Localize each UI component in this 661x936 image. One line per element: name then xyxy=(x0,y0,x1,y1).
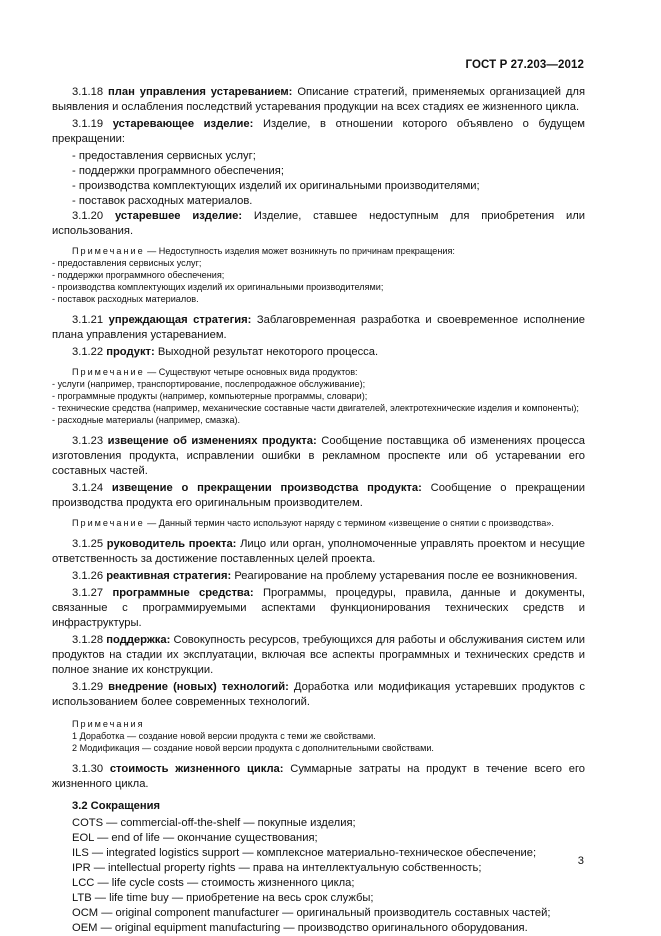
note-list-item: - поддержки программного обеспечения; xyxy=(52,270,225,280)
standard-header: ГОСТ Р 27.203—2012 xyxy=(465,59,584,71)
note-3-1-24: Примечание — Данный термин часто используют наряду с термином «извещение о снятии с производства». xyxy=(72,518,554,528)
term-3-1-28: 3.1.28 поддержка: Совокупность ресурсов, требующихся для работы и обслуживания систем или продуктов на стадии их эксплуатации, включая все аспекты программных и технических средств и полное знание их конструкции. xyxy=(52,634,586,676)
term-3-1-30: 3.1.30 стоимость жизненного цикла: Суммарные затраты на продукт в течение всего его жизненного цикла. xyxy=(52,763,586,790)
term-3-1-27: 3.1.27 программные средства: Программы, процедуры, правила, данные и документы, связанные с программируемыми аспектами функционирования технических средств и инфраструктуры. xyxy=(52,587,586,629)
page-content xyxy=(52,85,585,936)
list-item: - поддержки программного обеспечения; xyxy=(72,164,585,179)
abbreviation-item: ILS — integrated logistics support — комплексное материально-техническое обеспечение; xyxy=(72,847,537,859)
abbreviation-item: OEM — original equipment manufacturing — производство оригинального оборудования. xyxy=(72,922,528,934)
term-3-1-29: 3.1.29 внедрение (новых) технологий: Доработка или модификация устаревших продуктов с использованием более современных технологий. xyxy=(52,681,585,708)
note-3-1-29: Примечания xyxy=(72,719,145,729)
note-list-item: 2 Модификация — создание новой версии продукта с дополнительными свойствами. xyxy=(72,743,434,753)
note-3-1-20: Примечание — Недоступность изделия может возникнуть по причинам прекращения: xyxy=(72,246,455,256)
term-3-1-18: 3.1.18 план управления устареванием: Описание стратегий, применяемых организацией для выявления и ослабления последствий устаревания продукции на всех стадиях ее жизненного цикла. xyxy=(52,86,586,113)
note-list-item: - расходные материалы (например, смазка). xyxy=(52,415,241,425)
abbreviation-item: LCC — life cycle costs — стоимость жизненного цикла; xyxy=(72,877,355,889)
note-list-item: - производства комплектующих изделий их оригинальными производителями; xyxy=(52,282,384,292)
note-list-item: - поставок расходных материалов. xyxy=(52,294,199,304)
note-3-1-22: Примечание — Существуют четыре основных вида продуктов: xyxy=(72,367,358,377)
term-3-1-24: 3.1.24 извещение о прекращении производства продукта: Сообщение о прекращении производства продукта его оригинальным производителем. xyxy=(52,482,586,509)
abbreviation-item: OCM — original component manufacturer — оригинальный производитель составных частей; xyxy=(72,907,551,919)
abbreviation-item: EOL — end of life — окончание существования; xyxy=(72,832,318,844)
term-3-1-23: 3.1.23 извещение об изменениях продукта: Сообщение поставщика об изменениях процесса изготовления продукта, исправлении ошибки в рекламном проспекте или об устаревании его составных частей. xyxy=(52,435,586,477)
note-list-item: - программные продукты (например, компьютерные программы, словари); xyxy=(52,391,368,401)
term-3-1-26: 3.1.26 реактивная стратегия: Реагирование на проблему устаревания после ее возникновения. xyxy=(72,570,578,582)
list-item: - поставок расходных материалов. xyxy=(72,194,585,209)
term-3-1-25: 3.1.25 руководитель проекта: Лицо или орган, уполномоченные управлять проектом и несущие ответственность за достижение поставленных целей проекта. xyxy=(52,538,585,565)
abbreviation-item: COTS — commercial-off-the-shelf — покупные изделия; xyxy=(72,817,356,829)
list-item: - производства комплектующих изделий их оригинальными производителями; xyxy=(72,179,585,194)
list-item: - предоставления сервисных услуг; xyxy=(72,149,585,164)
term-3-1-20: 3.1.20 устаревшее изделие: Изделие, ставшее недоступным для приобретения или использования. xyxy=(52,210,586,237)
section-heading-abbreviations: 3.2 Сокращения xyxy=(72,800,161,812)
note-list-item: - предоставления сервисных услуг; xyxy=(52,258,202,268)
term-3-1-22: 3.1.22 продукт: Выходной результат некоторого процесса. xyxy=(72,346,379,358)
page-number: 3 xyxy=(577,855,584,867)
note-list-item: 1 Доработка — создание новой версии продукта с теми же свойствами. xyxy=(72,731,376,741)
term-3-1-19: 3.1.19 устаревающее изделие: Изделие, в отношении которого объявлено о будущем прекращении: xyxy=(52,118,585,145)
abbreviation-item: IPR — intellectual property rights — права на интеллектуальную собственность; xyxy=(72,862,482,874)
note-list-item: - услуги (например, транспортирование, послепродажное обслуживание); xyxy=(52,379,366,389)
note-list-item: - технические средства (например, механические составные части двигателей, электротехнические изделия и компоненты); xyxy=(52,403,579,413)
term-3-1-21: 3.1.21 упреждающая стратегия: Заблаговременная разработка и своевременное исполнение плана управления устареванием. xyxy=(52,314,586,341)
abbreviation-item: LTB — life time buy — приобретение на весь срок службы; xyxy=(72,892,374,904)
